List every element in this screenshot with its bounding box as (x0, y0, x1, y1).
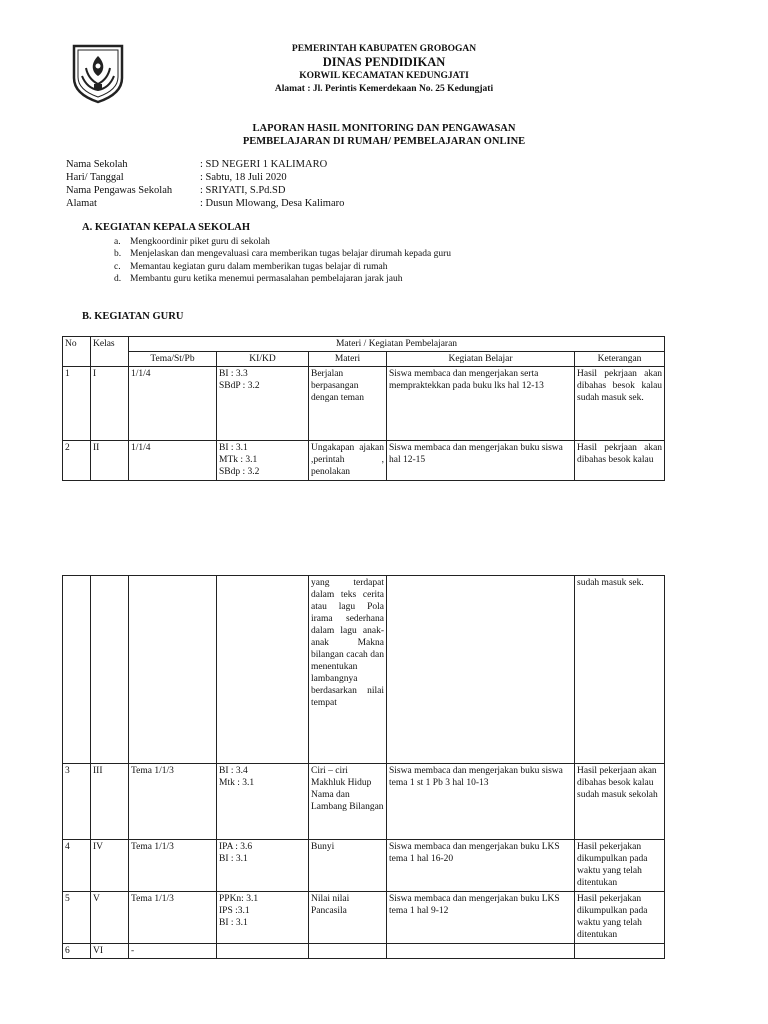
column-header-kikd: KI/KD (217, 352, 309, 367)
info-label: Nama Sekolah (66, 159, 128, 170)
header-line-3: KORWIL KECAMATAN KEDUNGJATI (299, 71, 469, 81)
header-line-4: Alamat : Jl. Perintis Kemerdekaan No. 25 Kedungjati (274, 84, 494, 94)
column-group-header: Materi / Kegiatan Pembelajaran (129, 337, 665, 352)
header-line-2: DINAS PENDIDIKAN (322, 55, 446, 69)
table-subheader-row (63, 352, 665, 367)
info-label: Hari/ Tanggal (66, 172, 124, 183)
info-value: : Sabtu, 18 Juli 2020 (200, 172, 287, 183)
section-a-heading: A. KEGIATAN KEPALA SEKOLAH (82, 222, 251, 233)
section-b-heading: B. KEGIATAN GURU (82, 311, 184, 322)
column-header-tema: Tema/St/Pb (129, 352, 217, 367)
column-header-kegiatan: Kegiatan Belajar (387, 352, 575, 367)
info-value: : Dusun Mlowang, Desa Kalimaro (200, 198, 345, 209)
table-row: 2 II 1/1/4 BI : 3.1 MTk : 3.1 SBdp : 3.2 Ungakapan ajakan ,perintah , penolakan Siswa membaca dan mengerjakan buku siswa hal 12-15 Hasil pekrjaan akan dibahas besok kalau (63, 441, 665, 481)
table-row: yang terdapat dalam teks cerita atau lagu Pola irama sederhana dalam lagu anak-anak Makna bilangan cacah dan menentukan lambangnya berdasarkan nilai tempat sudah masuk sek. (63, 576, 665, 764)
table-row: 3 III Tema 1/1/3 BI : 3.4 Mtk : 3.1 Ciri – ciri Makhluk Hidup Nama dan Lambang Bilangan Siswa membaca dan mengerjakan buku siswa tema 1 st 1 Pb 3 hal 10-13 Hasil pekerjaan akan dibahas besok kalau sudah masuk sekolah (63, 764, 665, 840)
info-value: : SD NEGERI 1 KALIMARO (200, 159, 328, 170)
info-row-date (66, 172, 287, 183)
activity-table-page-2 (62, 575, 665, 959)
info-label: Alamat (66, 198, 97, 209)
report-title-line-2: PEMBELAJARAN DI RUMAH/ PEMBELAJARAN ONLINE (242, 136, 526, 147)
list-item: d. Membantu guru ketika menemui permasalahan pembelajaran jarak jauh (114, 274, 403, 284)
table-header-row (63, 337, 665, 352)
info-label: Nama Pengawas Sekolah (66, 185, 173, 196)
info-row-supervisor (66, 185, 285, 196)
report-title-line-1: LAPORAN HASIL MONITORING DAN PENGAWASAN (252, 123, 516, 134)
table-row: 5 V Tema 1/1/3 PPKn: 3.1 IPS :3.1 BI : 3.1 Nilai nilai Pancasila Siswa membaca dan mengerjakan buku LKS tema 1 hal 9-12 Hasil pekerjakan dikumpulkan pada waktu yang telah ditentukan (63, 892, 665, 944)
activity-table-page-1 (62, 336, 665, 481)
column-header-keterangan: Keterangan (575, 352, 665, 367)
list-item: a. Mengkoordinir piket guru di sekolah (114, 237, 270, 247)
list-item: b. Menjelaskan dan mengevaluasi cara memberikan tugas belajar dirumah kepada guru (114, 249, 452, 259)
table-row: 6 VI - (63, 944, 665, 959)
info-row-school (66, 159, 327, 170)
table-row: 1 I 1/1/4 BI : 3.3 SBdP : 3.2 Berjalan berpasangan dengan teman Siswa membaca dan mengerjakan serta mempraktekkan pada buku lks hal 12-13 Hasil pekrjaan akan dibahas besok kalau sudah masuk sek. (63, 367, 665, 441)
column-header-materi: Materi (309, 352, 387, 367)
info-row-address (66, 198, 344, 209)
column-header-kelas: Kelas (91, 337, 129, 367)
info-value: : SRIYATI, S.Pd.SD (200, 185, 286, 196)
table-row: 4 IV Tema 1/1/3 IPA : 3.6 BI : 3.1 Bunyi Siswa membaca dan mengerjakan buku LKS tema 1 hal 16-20 Hasil pekerjakan dikumpulkan pada waktu yang telah ditentukan (63, 840, 665, 892)
list-item: c. Memantau kegiatan guru dalam memberikan tugas belajar di rumah (114, 262, 388, 272)
header-line-1: PEMERINTAH KABUPATEN GROBOGAN (291, 44, 477, 54)
column-header-no: No (63, 337, 91, 367)
